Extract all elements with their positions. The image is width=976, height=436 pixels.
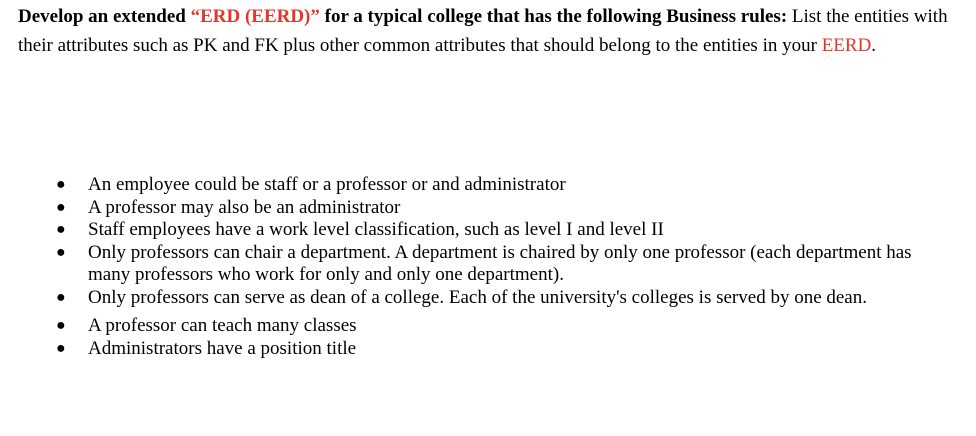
eerd-term: EERD: [821, 35, 872, 56]
bullet-icon: ●: [56, 243, 66, 261]
list-item: [56, 219, 956, 242]
list-item: [56, 338, 956, 361]
instructions-paragraph: [18, 2, 968, 60]
bullet-icon: ●: [56, 288, 66, 306]
bullet-icon: ●: [56, 198, 66, 216]
list-item: [56, 315, 956, 338]
rule-text: An employee could be staff or a professor or and administrator: [88, 174, 566, 195]
instructions-end: .: [871, 35, 877, 56]
rule-text: Staff employees have a work level classification, such as level I and level II: [88, 219, 664, 240]
list-item: [56, 287, 956, 310]
rule-text: A professor can teach many classes: [88, 315, 357, 336]
bullet-icon: ●: [56, 221, 66, 238]
bullet-icon: ●: [56, 317, 66, 334]
business-rules-list: [56, 174, 956, 360]
instructions-lead: Develop an extended: [18, 6, 191, 27]
instructions-lead-rest: for a typical college that has the following Business rules:: [319, 6, 788, 27]
instructions-body: List the entities with their attributes such as PK and FK plus other common attributes that should belong to the entities in your: [18, 6, 948, 56]
rule-text: Only professors can chair a department. A department is chaired by only one professor (each department has many professors who work for only and only one department).: [88, 241, 912, 285]
list-item: [56, 242, 956, 287]
list-item: [56, 174, 956, 197]
bullet-icon: ●: [56, 176, 66, 193]
rule-text: Only professors can serve as dean of a college. Each of the university's colleges is served by one dean.: [88, 286, 867, 308]
bullet-icon: ●: [56, 339, 66, 357]
rule-text: A professor may also be an administrator: [88, 196, 401, 218]
rule-text: Administrators have a position title: [88, 337, 357, 359]
erd-term: “ERD (EERD)”: [190, 6, 320, 27]
list-item: [56, 197, 956, 220]
